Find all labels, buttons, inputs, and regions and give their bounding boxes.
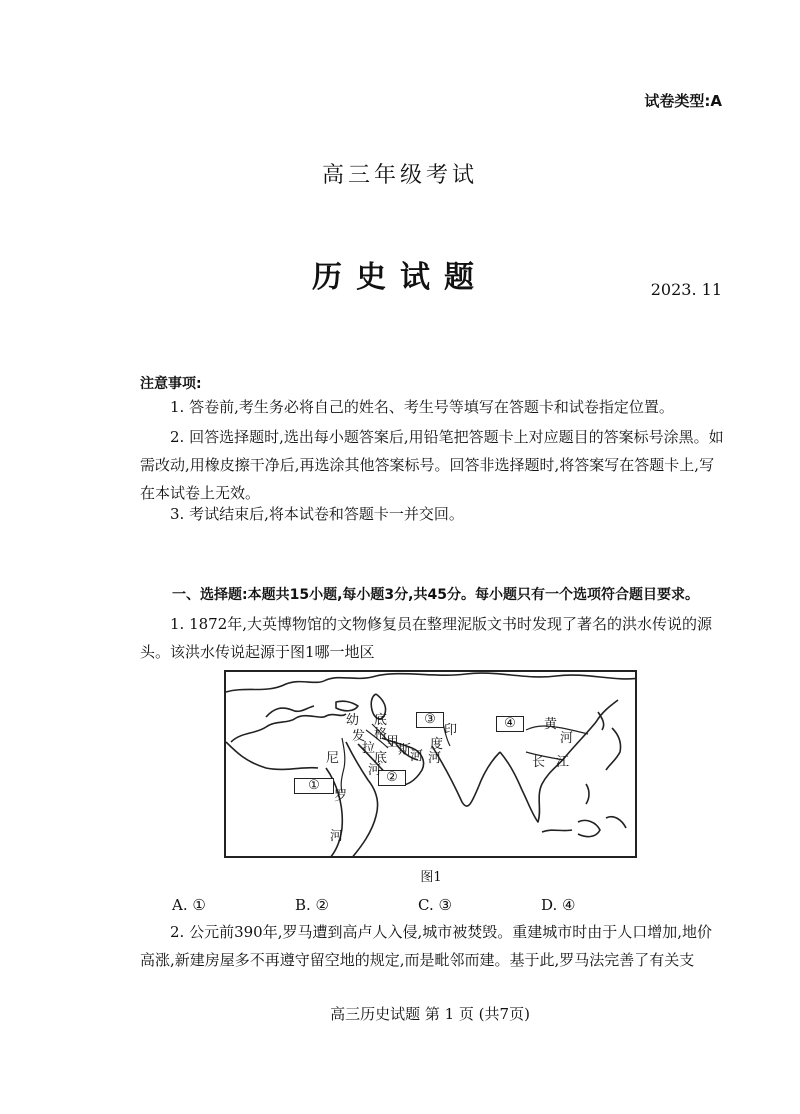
question-1-stem: 1. 1872年,大英博物馆的文物修复员在整理泥版文书时发现了著名的洪水传说的源头。该洪水传说起源于图1哪一地区 [140,615,713,661]
map-label: 度 [430,737,444,752]
map-label: 里 [386,735,400,750]
figure-caption: 图1 [420,870,442,885]
map-label: 斯 [398,743,412,758]
notice-item: 3. 考试结束后,将本试卷和答题卡一并交回。 [170,505,464,523]
exam-title: 历史试题 [312,260,488,295]
notice-item: 1. 答卷前,考生务必将自己的姓名、考生号等填写在答题卡和试卷指定位置。 [170,398,674,416]
map-label: 底 [374,751,388,766]
map-label: 幼 [346,713,360,728]
map-label: 河 [368,763,382,778]
map-label: 河 [330,829,344,844]
notice-item: 2. 回答选择题时,选出每小题答案后,用铅笔把答题卡上对应题目的答案标号涂黑。如需改动,用橡皮擦干净后,再选涂其他答案标号。回答非选择题时,将答案写在答题卡上,写在本试卷上无效。 [140,428,724,502]
map-label: 尼 [326,751,340,766]
map-badge-1: ① [294,778,334,794]
option-b: B. ② [295,896,330,914]
world-map-figure [224,670,637,858]
grade-title: 高三年级考试 [321,163,478,188]
map-label: 格 [374,727,388,742]
map-label: 黄 [544,717,558,732]
paper-type-label: 试卷类型:A [644,92,722,110]
map-label: 发 [352,729,366,744]
map-badge-2: ② [378,770,406,786]
map-label: 长 [532,755,546,770]
question-2-stem: 2. 公元前390年,罗马遭到高卢人入侵,城市被焚毁。重建城市时由于人口增加,地价高涨,新建房屋多不再遵守留空地的规定,而是毗邻而建。基于此,罗马法完善了有关支 [140,923,713,969]
map-label: 印 [444,723,458,738]
option-d: D. ④ [541,896,576,914]
map-label: 河 [428,751,442,766]
map-label: 河 [560,731,574,746]
notice-heading: 注意事项: [140,376,202,392]
map-label: 底 [374,713,388,728]
map-label: 江 [556,755,570,770]
option-c: C. ③ [418,896,452,914]
exam-date: 2023. 11 [650,280,722,299]
map-label: 罗 [334,789,348,804]
map-label: 拉 [362,741,376,756]
map-label: 河 [410,749,424,764]
page-footer: 高三历史试题 第 1 页 (共7页) [330,1005,530,1023]
map-badge-3: ③ [416,712,444,728]
option-a: A. ① [172,896,206,914]
map-badge-4: ④ [496,716,524,732]
section-heading: 一、选择题:本题共15小题,每小题3分,共45分。每小题只有一个选项符合题目要求。 [172,587,699,603]
